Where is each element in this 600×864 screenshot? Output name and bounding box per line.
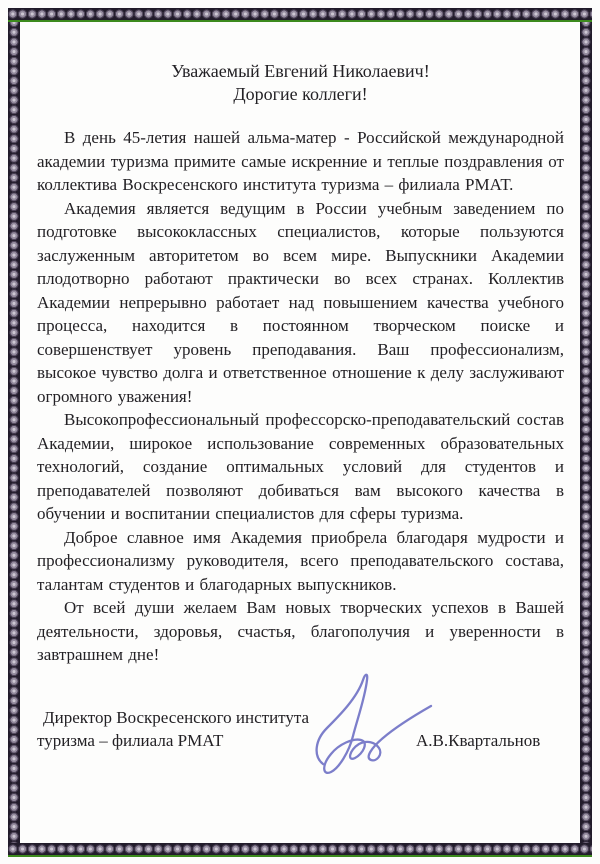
paragraph-4: Доброе славное имя Академия приобрела благодаря мудрости и профессионализму руководителя, всего преподавательского состава, талантам студентов и благодарных выпускников. bbox=[37, 527, 564, 594]
ornamental-border-top bbox=[8, 8, 592, 22]
paragraph-2: Академия является ведущим в России учебным заведением по подготовке высококлассных специалистов, которые пользуются заслуженным авторитетом во всем мире. Выпускники Академии плодотворно работают практически во всех странах. Коллектив Академии непрерывно работает над повышением качества учебного процесса, находится в постоянном творческом поиске и совершенствует уровень преподавания. Ваш профессионализм, высокое чувство долга и ответственное отношение к делу заслуживают огромного уважения! bbox=[37, 198, 564, 406]
letter-body bbox=[37, 126, 564, 667]
ornamental-border-left bbox=[8, 8, 20, 856]
signature-ink bbox=[305, 668, 445, 783]
director-title-line-2: туризма – филиала РМАТ bbox=[37, 730, 224, 750]
letter-content bbox=[37, 22, 564, 820]
salutation bbox=[37, 60, 564, 106]
paragraph-1: В день 45-летия нашей альма-матер - Российской международной академии туризма примите самые искренние и теплые поздравления от коллектива Воскресенского института туризма – филиала РМАТ. bbox=[37, 128, 564, 194]
ornamental-border-bottom bbox=[8, 843, 592, 857]
director-title-line-1: Директор Воскресенского института bbox=[43, 707, 310, 727]
signature-block bbox=[37, 700, 564, 820]
ornamental-border-right bbox=[580, 8, 592, 856]
salutation-line-2: Дорогие коллеги! bbox=[233, 84, 368, 104]
paragraph-3: Высокопрофессиональный профессорско-преподавательский состав Академии, широкое использование современных образовательных технологий, создание оптимальных условий для студентов и преподавателей позволяют добиваться вам высокого качества в обучении и воспитании специалистов для сферы туризма. bbox=[37, 410, 564, 523]
signature-director-title bbox=[37, 706, 309, 752]
signature-name: А.В.Квартальнов bbox=[416, 730, 541, 750]
paragraph-5: От всей души желаем Вам новых творческих успехов в Вашей деятельности, здоровья, счастья, благополучия и уверенности в завтрашнем дне! bbox=[37, 598, 564, 664]
salutation-line-1: Уважаемый Евгений Николаевич! bbox=[171, 61, 430, 81]
